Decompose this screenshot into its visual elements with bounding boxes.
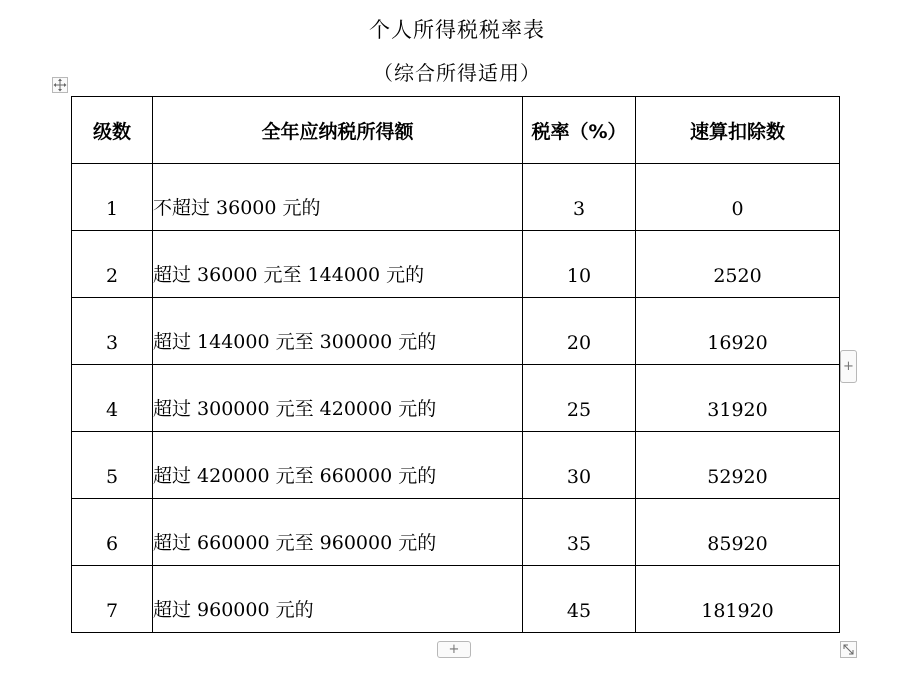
table-resize-handle[interactable] xyxy=(840,641,857,658)
cell-tax-rate[interactable]: 10 xyxy=(523,231,636,298)
table-row xyxy=(72,164,840,231)
table-row xyxy=(72,298,840,365)
cell-level[interactable]: 6 xyxy=(72,499,153,566)
table-row xyxy=(72,566,840,633)
plus-icon: + xyxy=(843,359,854,374)
cell-level[interactable]: 2 xyxy=(72,231,153,298)
cell-income-range[interactable]: 超过 420000 元至 660000 元的 xyxy=(153,432,523,499)
cell-quick-deduction[interactable]: 16920 xyxy=(636,298,840,365)
cell-tax-rate[interactable]: 3 xyxy=(523,164,636,231)
table-row xyxy=(72,231,840,298)
header-taxable-income[interactable]: 全年应纳税所得额 xyxy=(153,97,523,164)
add-row-button[interactable] xyxy=(437,641,471,658)
cell-income-range[interactable]: 超过 144000 元至 300000 元的 xyxy=(153,298,523,365)
cell-quick-deduction[interactable]: 0 xyxy=(636,164,840,231)
diagonal-resize-icon xyxy=(841,642,856,657)
cell-quick-deduction[interactable]: 85920 xyxy=(636,499,840,566)
document-subtitle: （综合所得适用） xyxy=(373,61,541,85)
header-quick-deduction[interactable]: 速算扣除数 xyxy=(636,97,840,164)
cell-tax-rate[interactable]: 25 xyxy=(523,365,636,432)
cell-tax-rate[interactable]: 30 xyxy=(523,432,636,499)
document-title: 个人所得税税率表 xyxy=(369,18,545,42)
cell-tax-rate[interactable]: 20 xyxy=(523,298,636,365)
cell-quick-deduction[interactable]: 31920 xyxy=(636,365,840,432)
table-header-row xyxy=(72,97,840,164)
cell-level[interactable]: 7 xyxy=(72,566,153,633)
header-level[interactable]: 级数 xyxy=(72,97,153,164)
cell-level[interactable]: 4 xyxy=(72,365,153,432)
cell-income-range[interactable]: 超过 300000 元至 420000 元的 xyxy=(153,365,523,432)
cell-tax-rate[interactable]: 35 xyxy=(523,499,636,566)
cell-quick-deduction[interactable]: 52920 xyxy=(636,432,840,499)
cell-level[interactable]: 1 xyxy=(72,164,153,231)
cell-tax-rate[interactable]: 45 xyxy=(523,566,636,633)
header-tax-rate[interactable]: 税率（%） xyxy=(523,97,636,164)
table-row xyxy=(72,432,840,499)
four-way-arrow-icon xyxy=(53,78,67,92)
cell-level[interactable]: 5 xyxy=(72,432,153,499)
cell-quick-deduction[interactable]: 2520 xyxy=(636,231,840,298)
table-move-handle[interactable] xyxy=(52,77,68,93)
add-column-button[interactable] xyxy=(840,350,857,383)
cell-income-range[interactable]: 超过 660000 元至 960000 元的 xyxy=(153,499,523,566)
plus-icon: + xyxy=(448,642,460,657)
cell-level[interactable]: 3 xyxy=(72,298,153,365)
cell-income-range[interactable]: 不超过 36000 元的 xyxy=(153,164,523,231)
table-row xyxy=(72,365,840,432)
table-row xyxy=(72,499,840,566)
cell-income-range[interactable]: 超过 36000 元至 144000 元的 xyxy=(153,231,523,298)
tax-rate-table xyxy=(71,96,840,633)
cell-income-range[interactable]: 超过 960000 元的 xyxy=(153,566,523,633)
cell-quick-deduction[interactable]: 181920 xyxy=(636,566,840,633)
